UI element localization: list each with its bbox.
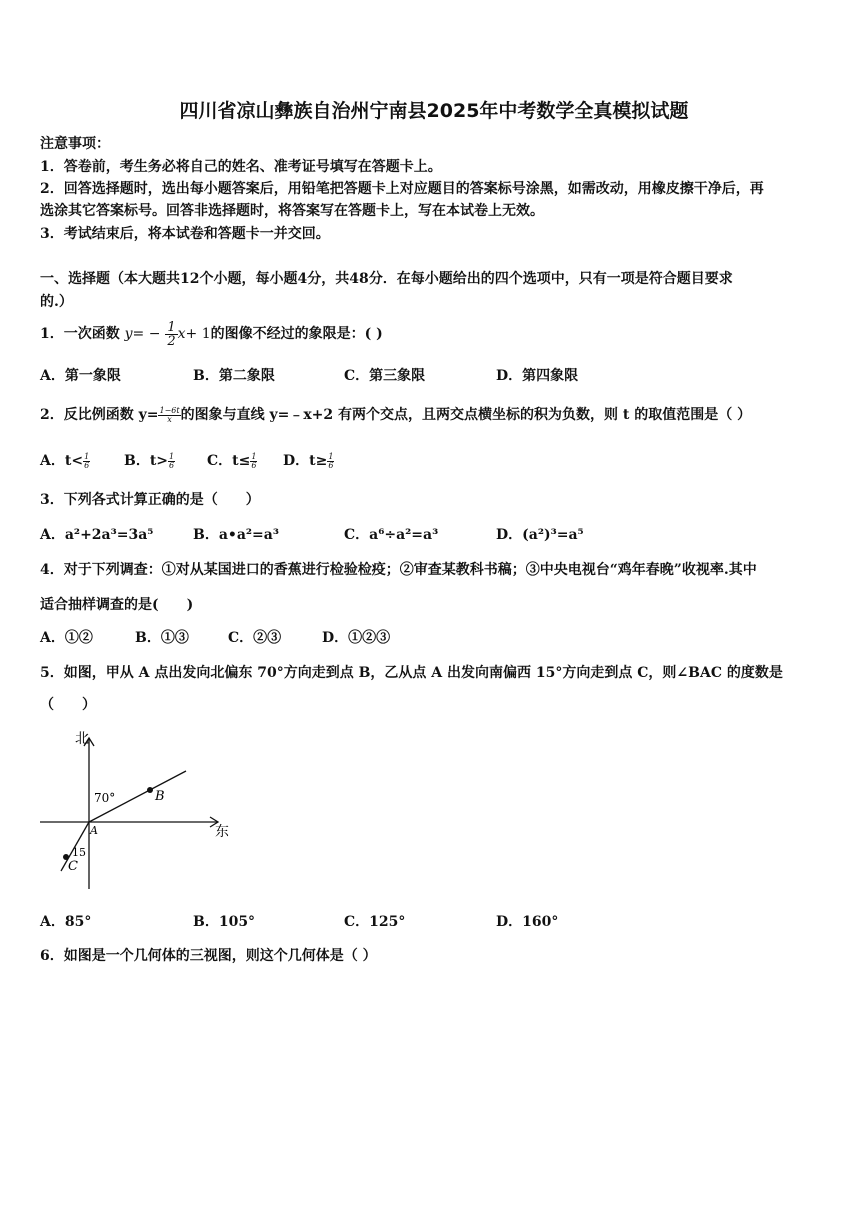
angle-15-label: 15 bbox=[72, 846, 86, 859]
question-5: 5．如图，甲从 A 点出发向北偏东 70°方向走到点 B，乙从点 A 出发向南偏西 15°方向走到点 C，则∠BAC 的度数是 bbox=[40, 665, 783, 681]
q2-option-c-den: 6 bbox=[251, 460, 257, 470]
question-6: 6．如图是一个几何体的三视图，则这个几何体是（ ） bbox=[40, 948, 377, 964]
notice-heading: 注意事项： bbox=[40, 136, 110, 152]
q5-option-c[interactable]: C．125° bbox=[344, 914, 406, 930]
q2-option-b-frac bbox=[168, 453, 175, 470]
q1-suffix: 的图像不经过的象限是：( ) bbox=[210, 326, 383, 342]
section-heading: 一、选择题（本大题共12个小题，每小题4分，共48分．在每小题给出的四个选项中，只有一项是符合题目要求 bbox=[40, 271, 733, 287]
q1-prefix: 1．一次函数 bbox=[40, 326, 120, 342]
q2-option-d-label: D．t≥ bbox=[283, 453, 328, 469]
q2-option-a-label: A．t< bbox=[40, 453, 84, 469]
q2-option-b-den: 6 bbox=[169, 460, 175, 470]
q2-option-d[interactable] bbox=[283, 446, 334, 476]
q2-option-a-den: 6 bbox=[84, 460, 90, 470]
q1-y: y bbox=[124, 326, 133, 342]
q2-option-c-num: 1 bbox=[251, 451, 257, 461]
q1-option-b[interactable]: B．第二象限 bbox=[193, 368, 275, 384]
section-heading-cont: 的.） bbox=[40, 294, 73, 310]
q2-option-d-den: 6 bbox=[328, 460, 334, 470]
q2-frac-den: x bbox=[167, 414, 172, 424]
north-label: 北 bbox=[75, 731, 89, 747]
q2-option-b[interactable] bbox=[124, 446, 175, 476]
q4-option-c[interactable]: C．②③ bbox=[228, 630, 282, 646]
page-title: 四川省凉山彝族自治州宁南县2025年中考数学全真模拟试题 bbox=[179, 100, 689, 122]
q2-option-a-num: 1 bbox=[84, 451, 90, 461]
q2-option-a-frac bbox=[83, 453, 90, 470]
q1-x: x bbox=[177, 326, 186, 342]
q2-option-d-num: 1 bbox=[328, 451, 334, 461]
q1-fraction bbox=[165, 321, 177, 348]
notice-item-2-cont: 选涂其它答案标号。回答非选择题时，将答案写在答题卡上，写在本试卷上无效。 bbox=[40, 203, 544, 219]
point-c-label: C bbox=[68, 859, 78, 874]
notice-item-3: 3．考试结束后，将本试卷和答题卡一并交回。 bbox=[40, 226, 330, 242]
notice-item-1: 1．答卷前，考生务必将自己的姓名、准考证号填写在答题卡上。 bbox=[40, 159, 442, 175]
q3-option-d[interactable]: D．(a²)³=a⁵ bbox=[496, 527, 584, 543]
question-4: 4．对于下列调查：①对从某国进口的香蕉进行检验检疫；②审查某教科书稿；③中央电视台“鸡年春晚”收视率.其中 bbox=[40, 562, 757, 578]
q5-option-b[interactable]: B．105° bbox=[193, 914, 256, 930]
question-4-cont: 适合抽样调查的是( ) bbox=[40, 597, 194, 613]
q1-option-a[interactable]: A．第一象限 bbox=[40, 368, 121, 384]
q4-option-a[interactable]: A．①② bbox=[40, 630, 93, 646]
q2-option-b-num: 1 bbox=[169, 451, 175, 461]
direction-figure bbox=[38, 726, 238, 894]
point-a-label: A bbox=[90, 824, 98, 837]
q1-eq: = − bbox=[132, 326, 161, 342]
q4-option-b[interactable]: B．①③ bbox=[135, 630, 189, 646]
question-3: 3．下列各式计算正确的是（ ） bbox=[40, 492, 260, 508]
point-b-label: B bbox=[155, 789, 165, 804]
q2-option-b-label: B．t> bbox=[124, 453, 169, 469]
q1-tail: + 1 bbox=[185, 326, 211, 342]
q4-option-d[interactable]: D．①②③ bbox=[322, 630, 391, 646]
q2-option-a[interactable] bbox=[40, 446, 90, 476]
q1-frac-den: 2 bbox=[167, 333, 176, 349]
q2-option-c[interactable] bbox=[207, 446, 257, 476]
notice-item-2: 2．回答选择题时，选出每小题答案后，用铅笔把答题卡上对应题目的答案标号涂黑，如需改动，用橡皮擦干净后，再 bbox=[40, 181, 764, 197]
q2-suffix: 的图象与直线 y=﹣x+2 有两个交点，且两交点横坐标的积为负数，则 t 的取值范围是（ ） bbox=[180, 407, 752, 423]
angle-70-label: 70° bbox=[94, 791, 116, 805]
q1-frac-num: 1 bbox=[167, 319, 176, 335]
question-1 bbox=[40, 314, 383, 354]
q3-option-b[interactable]: B．a•a²=a³ bbox=[193, 527, 279, 543]
q2-option-c-frac bbox=[250, 453, 257, 470]
q3-option-a[interactable]: A．a²+2a³=3a⁵ bbox=[40, 527, 154, 543]
q2-fraction bbox=[158, 407, 180, 424]
point-b bbox=[147, 787, 153, 793]
q5-option-a[interactable]: A．85° bbox=[40, 914, 92, 930]
east-label: 东 bbox=[215, 824, 229, 840]
q1-option-c[interactable]: C．第三象限 bbox=[344, 368, 426, 384]
q2-prefix: 2．反比例函数 y= bbox=[40, 407, 159, 423]
q2-frac-num: 1−6t bbox=[159, 405, 180, 415]
q1-option-d[interactable]: D．第四象限 bbox=[496, 368, 579, 384]
q2-option-c-label: C．t≤ bbox=[207, 453, 251, 469]
question-2 bbox=[40, 400, 751, 430]
q5-option-d[interactable]: D．160° bbox=[496, 914, 559, 930]
q3-option-c[interactable]: C．a⁶÷a²=a³ bbox=[344, 527, 439, 543]
question-5-cont: （ ） bbox=[40, 697, 96, 713]
q2-option-d-frac bbox=[327, 453, 334, 470]
